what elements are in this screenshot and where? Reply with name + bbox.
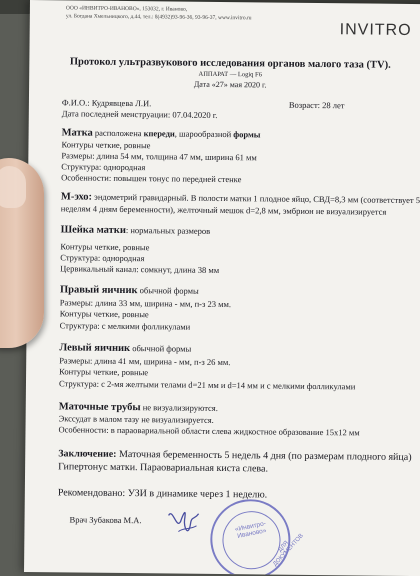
right-ovary-sizes: Размеры: длина 33 мм, ширина - мм, п-з 23 мм. bbox=[59, 297, 232, 310]
uterus-desc2: , шарообразной bbox=[174, 128, 232, 140]
stamp-text1: «Инвитро-Иваново» bbox=[234, 520, 268, 540]
clinic-header-line2: ул. Богдана Хмельницкого, д.44, тел.: 8(4932)93-96-36, 93-96-37, www.invitro.ru bbox=[65, 13, 252, 22]
right-ovary-contours: Контуры четкие, ровные bbox=[59, 308, 149, 320]
cervix-canal: Цервикальный канал: сомкнут, длина 38 мм bbox=[60, 263, 220, 275]
stamp-text2: ДЛЯ ДОКУМЕНТОВ bbox=[272, 533, 305, 568]
conclusion bbox=[58, 447, 418, 477]
uterus-sizes: Размеры: длина 54 мм, толщина 47 мм, ширина 61 мм bbox=[61, 150, 257, 163]
left-ovary-desc: обычной формы bbox=[132, 343, 192, 354]
cervix-heading-line bbox=[61, 224, 211, 237]
cervix-structure: Структура: однородная bbox=[60, 252, 145, 264]
conclusion-text1: Маточная беременность 5 недель 4 дня (по размерам плодного яйца) bbox=[118, 448, 412, 464]
recommendation: Рекомендовано: УЗИ в динамике через 1 неделю. bbox=[57, 487, 268, 501]
tubes-heading-line bbox=[59, 401, 218, 414]
patient-name: Ф.И.О.: Кудрявцева Л.И. bbox=[61, 97, 152, 109]
clinic-header-line1: ООО «ИНВИТРО-ИВАНОВО», 153032, г. Иваново, bbox=[65, 5, 188, 13]
left-ovary-heading: Левый яичник bbox=[59, 342, 131, 355]
left-ovary-sizes: Размеры: длина 41 мм, ширина - мм, п-з 26 мм. bbox=[59, 355, 231, 368]
exam-date: Дата «27» мая 2020 г. bbox=[193, 79, 267, 90]
patient-age: Возраст: 28 лет bbox=[288, 99, 345, 111]
right-ovary-structure: Структура: с мелкими фолликулами bbox=[59, 320, 191, 332]
uterus-shape: формы bbox=[233, 129, 261, 140]
document-page bbox=[24, 0, 420, 576]
right-ovary-heading: Правый яичник bbox=[59, 284, 138, 297]
right-ovary-desc: обычной формы bbox=[139, 285, 199, 296]
uterus-desc1: расположена bbox=[94, 127, 142, 139]
mecho-text1: эндометрий гравидарный. В полости матки 1 плодное яйцо, СВД=8,3 мм (соответствует 5 bbox=[94, 191, 420, 206]
cervix-heading: Шейка матки bbox=[60, 224, 126, 237]
uterus-heading: Матка bbox=[61, 127, 93, 139]
left-ovary-heading-line bbox=[59, 342, 191, 354]
clinic-stamp bbox=[206, 495, 305, 576]
tubes-features: Особенности: в параовариальной области слева жидкостное образование 15х12 мм bbox=[58, 424, 360, 438]
uterus-position: кпереди bbox=[143, 128, 175, 139]
apparatus-line: АППАРАТ — Logiq F6 bbox=[198, 70, 262, 79]
clinic-header bbox=[66, 4, 252, 22]
last-period-date: Дата последней менструации: 07.04.2020 г. bbox=[61, 108, 218, 120]
holding-thumb bbox=[0, 158, 44, 348]
tubes-exudate: Экссудат в малом тазу не визуализируется. bbox=[58, 413, 214, 425]
cervix-contours: Контуры четкие, ровные bbox=[60, 241, 150, 253]
protocol-title: Протокол ультразвукового исследования органов малого таза (ТV). bbox=[69, 56, 391, 71]
uterus-contours: Контуры четкие, ровные bbox=[61, 139, 151, 151]
thumb-nail bbox=[0, 166, 26, 208]
left-ovary-structure: Структура: с 2-мя желтыми телами d=21 мм и d=14 мм и с мелкими фолликулами bbox=[58, 378, 356, 392]
tubes-desc: не визуализируются. bbox=[142, 402, 218, 413]
mecho-line2: неделям 4 дням беременности), желточный мешок d=2,8 мм, эмбрион не визуализируется bbox=[60, 203, 387, 217]
invitro-logo: INVITRO bbox=[339, 21, 412, 39]
tubes-heading: Маточные трубы bbox=[58, 401, 141, 414]
doctor-name: Врач Зубакова М.А. bbox=[69, 514, 142, 526]
left-ovary-contours: Контуры четкие, ровные bbox=[59, 366, 149, 378]
signature-mark bbox=[164, 501, 204, 541]
conclusion-heading: Заключение: bbox=[58, 448, 117, 460]
cervix-desc: : нормальных размеров bbox=[125, 225, 211, 236]
conclusion-text2: Гипертонус матки. Параовариальная киста слева. bbox=[58, 461, 269, 475]
right-ovary-heading-line bbox=[60, 284, 199, 296]
mecho-heading: М-эхо: bbox=[60, 191, 93, 203]
uterus-heading-line bbox=[62, 127, 261, 140]
uterus-structure: Структура: однородная bbox=[61, 161, 146, 173]
uterus-features: Особенности: повышен тонус по передней стенке bbox=[61, 172, 242, 185]
